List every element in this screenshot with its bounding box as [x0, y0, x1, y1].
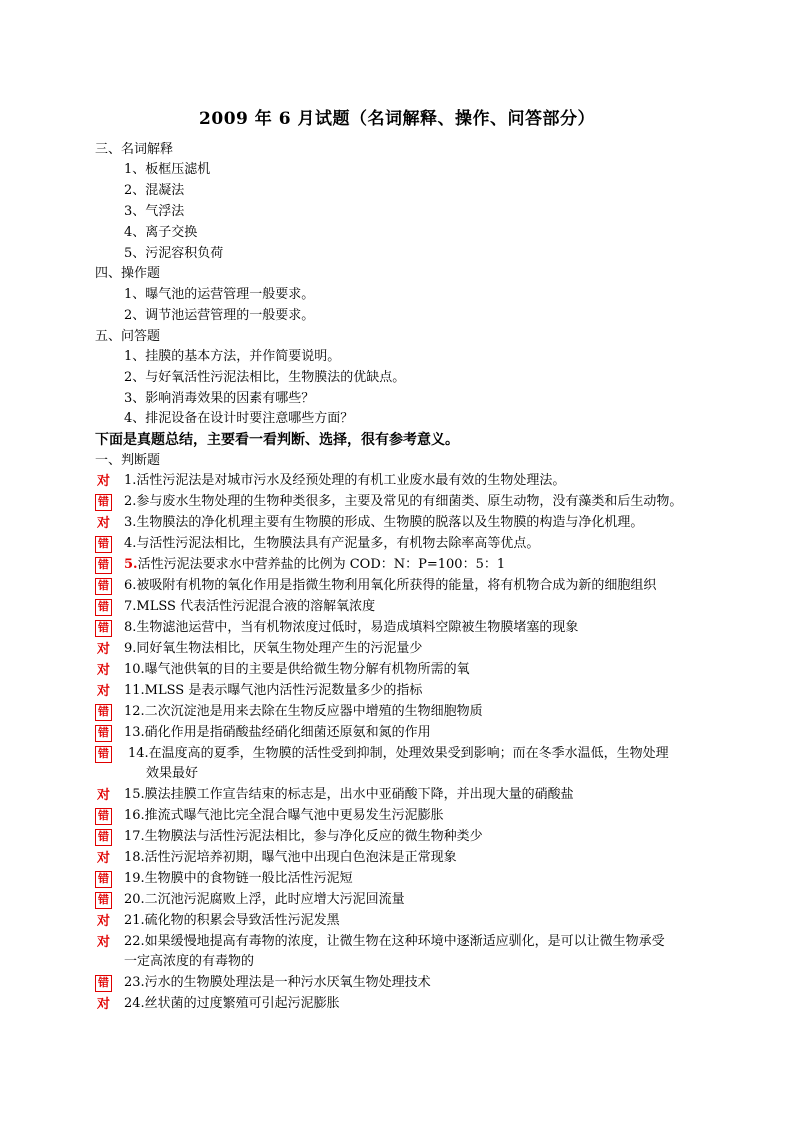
correct-mark: 对	[96, 642, 110, 657]
list-item: 3、气浮法	[124, 204, 185, 219]
judge-item-text: 10.曝气池供氧的目的主要是供给微生物分解有机物所需的氧	[124, 662, 470, 677]
judge-item-5-body: 活性污泥法要求水中营养盐的比例为 COD：N：P=100：5：1	[137, 557, 506, 572]
wrong-mark: 错	[95, 892, 112, 909]
list-item: 2、混凝法	[124, 183, 185, 198]
judge-item-text: 20.二沉池污泥腐败上浮，此时应增大污泥回流量	[124, 892, 405, 907]
list-item: 1、板框压滤机	[124, 162, 211, 177]
judge-item-text: 24.丝状菌的过度繁殖可引起污泥膨胀	[124, 996, 340, 1011]
correct-mark: 对	[96, 914, 110, 929]
judge-item-text: 12.二次沉淀池是用来去除在生物反应器中增殖的生物细胞物质	[124, 704, 483, 719]
judge-item-text: 15.膜法挂膜工作宣告结束的标志是，出水中亚硝酸下降，并出现大量的硝酸盐	[124, 787, 574, 802]
correct-mark: 对	[96, 997, 110, 1012]
correct-mark: 对	[96, 516, 110, 531]
wrong-mark: 错	[95, 704, 112, 721]
judge-item-text: 7.MLSS 代表活性污泥混合液的溶解氧浓度	[124, 599, 376, 614]
judge-item-text: 22.如果缓慢地提高有毒物的浓度，让微生物在这种环境中逐渐适应驯化，是可以让微生物承受	[124, 934, 665, 949]
list-item: 5、污泥容积负荷	[124, 246, 224, 261]
correct-mark: 对	[96, 474, 110, 489]
judge-item-continuation: 一定高浓度的有毒物的	[124, 954, 255, 969]
list-item: 4、排泥设备在设计时要注意哪些方面？	[124, 411, 354, 426]
judge-item-text: 21.硫化物的积累会导致活性污泥发黑	[124, 913, 340, 928]
judge-item-text: 9.同好氧生物法相比，厌氧生物处理产生的污泥量少	[124, 641, 423, 656]
correct-mark: 对	[96, 851, 110, 866]
summary-line: 下面是真题总结，主要看一看判断、选择，很有参考意义。	[95, 432, 459, 448]
list-item: 3、影响消毒效果的因素有哪些？	[124, 391, 315, 406]
judge-item-text: 18.活性污泥培养初期，曝气池中出现白色泡沫是正常现象	[124, 850, 457, 865]
judge-item-text: 19.生物膜中的食物链一般比活性污泥短	[124, 871, 353, 886]
document-title: 2009 年 6 月试题（名词解释、操作、问答部分）	[199, 109, 595, 129]
judge-item-text: 13.硝化作用是指硝酸盐经硝化细菌还原氨和氮的作用	[124, 725, 431, 740]
wrong-mark: 错	[95, 599, 112, 616]
judge-item-text: 16.推流式曝气池比完全混合曝气池中更易发生污泥膨胀	[124, 808, 444, 823]
judge-item-text: 6.被吸附有机物的氧化作用是指微生物利用氧化所获得的能量，将有机物合成为新的细胞组织	[124, 578, 657, 593]
judge-item-continuation: 效果最好	[146, 766, 199, 781]
section-heading-definitions: 三、名词解释	[95, 142, 174, 157]
item-number-5: 5.	[124, 557, 138, 572]
wrong-mark: 错	[95, 746, 112, 763]
correct-mark: 对	[96, 788, 110, 803]
judge-item-text: 14.在温度高的夏季，生物膜的活性受到抑制，处理效果受到影响；而在冬季水温低，生物处理	[128, 746, 669, 761]
section-heading-operations: 四、操作题	[95, 266, 161, 281]
list-item: 1、挂膜的基本方法，并作简要说明。	[124, 349, 341, 364]
judge-item-text: 1.活性污泥法是对城市污水及经预处理的有机工业废水最有效的生物处理法。	[124, 473, 566, 488]
wrong-mark: 错	[95, 578, 112, 595]
judge-item-text: 2.参与废水生物处理的生物种类很多，主要及常见的有细菌类、原生动物，没有藻类和后生动物。	[124, 494, 683, 509]
list-item: 1、曝气池的运营管理一般要求。	[124, 287, 315, 302]
section-heading-questions: 五、问答题	[95, 329, 161, 344]
section-heading-judgement: 一、判断题	[95, 453, 161, 468]
correct-mark: 对	[96, 935, 110, 950]
judge-item-text: 23.污水的生物膜处理法是一种污水厌氧生物处理技术	[124, 975, 431, 990]
list-item: 2、调节池运营管理的一般要求。	[124, 308, 315, 323]
judge-item-text	[124, 555, 505, 575]
correct-mark: 对	[96, 663, 110, 678]
wrong-mark: 错	[95, 620, 112, 637]
judge-item-text: 17.生物膜法与活性污泥法相比，参与净化反应的微生物种类少	[124, 829, 483, 844]
list-item: 2、与好氧活性污泥法相比，生物膜法的优缺点。	[124, 370, 406, 385]
wrong-mark: 错	[95, 494, 112, 511]
wrong-mark: 错	[95, 975, 112, 992]
wrong-mark: 错	[95, 871, 112, 888]
judge-item-text: 4.与活性污泥法相比，生物膜法具有产泥量多，有机物去除率高等优点。	[124, 536, 540, 551]
wrong-mark: 错	[95, 557, 112, 574]
wrong-mark: 错	[95, 829, 112, 846]
judge-item-text: 11.MLSS 是表示曝气池内活性污泥数量多少的指标	[124, 683, 423, 698]
list-item: 4、离子交换	[124, 225, 198, 240]
judge-item-text: 8.生物滤池运营中，当有机物浓度过低时，易造成填料空隙被生物膜堵塞的现象	[124, 620, 579, 635]
wrong-mark: 错	[95, 808, 112, 825]
wrong-mark: 错	[95, 725, 112, 742]
judge-item-text: 3.生物膜法的净化机理主要有生物膜的形成、生物膜的脱落以及生物膜的构造与净化机理。	[124, 515, 644, 530]
correct-mark: 对	[96, 684, 110, 699]
wrong-mark: 错	[95, 536, 112, 553]
